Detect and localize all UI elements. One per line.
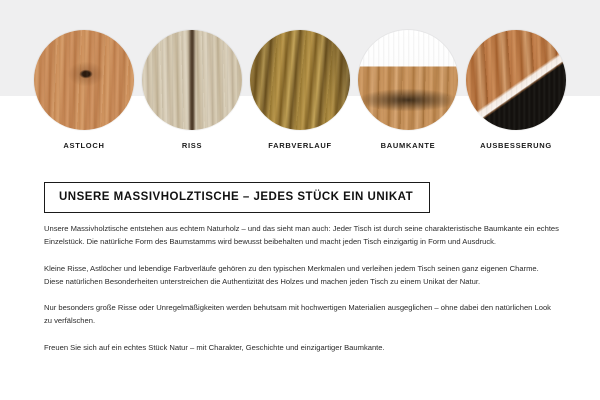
wood-crack-swatch (142, 30, 242, 130)
gallery-item-riss[interactable] (142, 30, 242, 160)
body-copy (44, 222, 559, 354)
gallery-label-riss: RISS (181, 141, 203, 150)
paragraph-3: Nur besonders große Risse oder Unregelmäßigkeiten werden behutsam mit hochwertigen Materialien ausgeglichen – ohne dabei den natürlichen Look zu verfälschen. (44, 303, 551, 326)
wood-live-edge-swatch (358, 30, 458, 130)
wood-repair-swatch (466, 30, 566, 130)
gallery-label-astloch: ASTLOCH (63, 141, 105, 150)
gallery-label-farbverlauf: FARBVERLAUF (268, 141, 332, 150)
grain-overlay (466, 30, 566, 130)
page-title: UNSERE MASSIVHOLZTISCHE – JEDES STÜCK EIN UNIKAT (59, 191, 414, 203)
gallery-label-ausbesserung: AUSBESSERUNG (480, 141, 552, 150)
grain-overlay (358, 30, 458, 130)
gallery-item-farbverlauf[interactable] (250, 30, 350, 160)
grain-overlay (250, 30, 350, 130)
gallery-label-baumkante: BAUMKANTE (380, 141, 436, 150)
paragraph-4: Freuen Sie sich auf ein echtes Stück Natur – mit Charakter, Geschichte und einzigartiger Baumkante. (44, 342, 385, 352)
headline-box (44, 182, 430, 213)
wood-knot-swatch (34, 30, 134, 130)
wood-feature-gallery (0, 30, 600, 160)
gallery-item-ausbesserung[interactable] (466, 30, 566, 160)
gallery-item-astloch[interactable] (34, 30, 134, 160)
paragraph-2: Kleine Risse, Astlöcher und lebendige Farbverläufe gehören zu den typischen Merkmalen und verleihen jedem Tisch seinen ganz eigenen Charme. Diese natürlichen Besonderheiten unterstreichen die Authentizität des Holzes und machen jeden Tisch zu einem Unikat der Natur. (44, 263, 539, 286)
wood-color-gradient-swatch (250, 30, 350, 130)
paragraph-1: Unsere Massivholztische entstehen aus echtem Naturholz – und das sieht man auch: Jeder Tisch ist durch seine charakteristische Baumkante ein echtes Einzelstück. Die natürliche Form des Baumstamms wird bewusst beibehalten und macht jeden Tisch einzigartig in Form und Ausdruck. (44, 224, 559, 247)
page-bottom-margin (0, 392, 600, 400)
grain-overlay (142, 30, 242, 130)
gallery-item-baumkante[interactable] (358, 30, 458, 160)
grain-overlay (34, 30, 134, 130)
